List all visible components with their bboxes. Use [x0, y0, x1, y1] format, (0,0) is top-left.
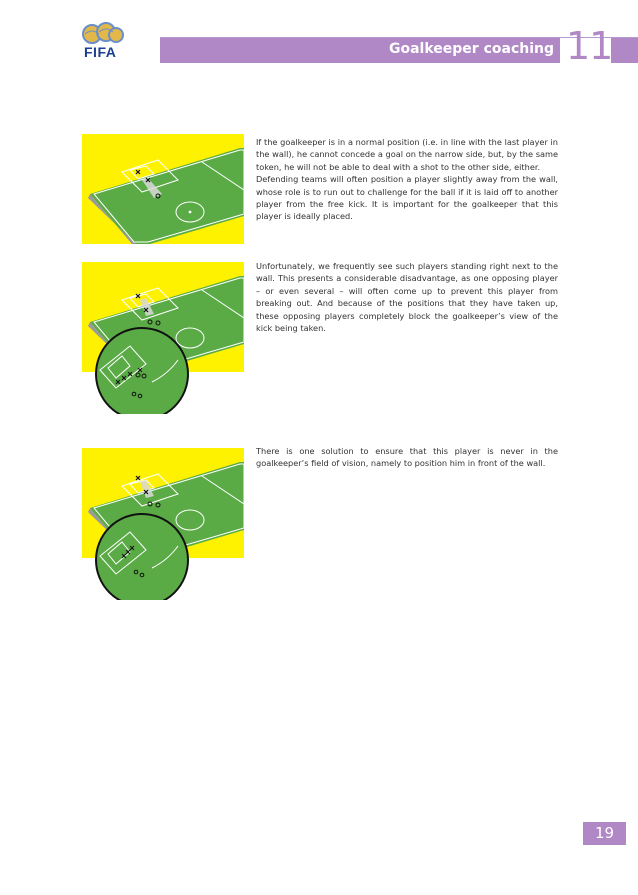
paragraph-text: Defending teams will often position a player slightly away from the wall, whose role is to run out to challenge for the ball if it is laid off to another player from the free kick. It is important for the goalkeeper that this player is ideally placed.	[256, 174, 558, 222]
globe-emblem-icon	[80, 22, 126, 46]
paragraph-solution: There is one solution to ensure that this player is never in the goalkeeper’s field of vision, namely to position him in front of the wall.	[256, 446, 558, 469]
fifa-logo-text: FIFA	[84, 44, 117, 60]
page-number: 19	[594, 824, 615, 842]
fifa-logo	[80, 22, 126, 64]
chapter-number: 11	[566, 24, 613, 68]
paragraph-normal-position	[256, 136, 558, 223]
paragraph-player-next-to-wall: Unfortunately, we frequently see such players standing right next to the wall. This presents a considerable disadvantage, as one opposing player – or even several – will often come up to prevent this player from breaking out. And because of the positions that they have taken up, these opposing players completely block the goalkeeper’s view of the kick being taken.	[256, 261, 558, 334]
pitch-diagram-player-next-to-wall	[82, 262, 244, 414]
section-header-bar	[160, 38, 560, 63]
section-title: Goalkeeper coaching	[389, 41, 554, 57]
pitch-diagram-normal-position	[82, 134, 244, 244]
paragraph-text: If the goalkeeper is in a normal position (i.e. in line with the last player in the wall), he cannot concede a goal on the narrow side, but, by the same token, he will not be able to deal with a shot to the other side, either.	[256, 137, 558, 172]
page-number-box	[583, 822, 626, 845]
header-bar-tail	[611, 38, 638, 63]
pitch-diagram-player-in-front-of-wall	[82, 448, 244, 600]
